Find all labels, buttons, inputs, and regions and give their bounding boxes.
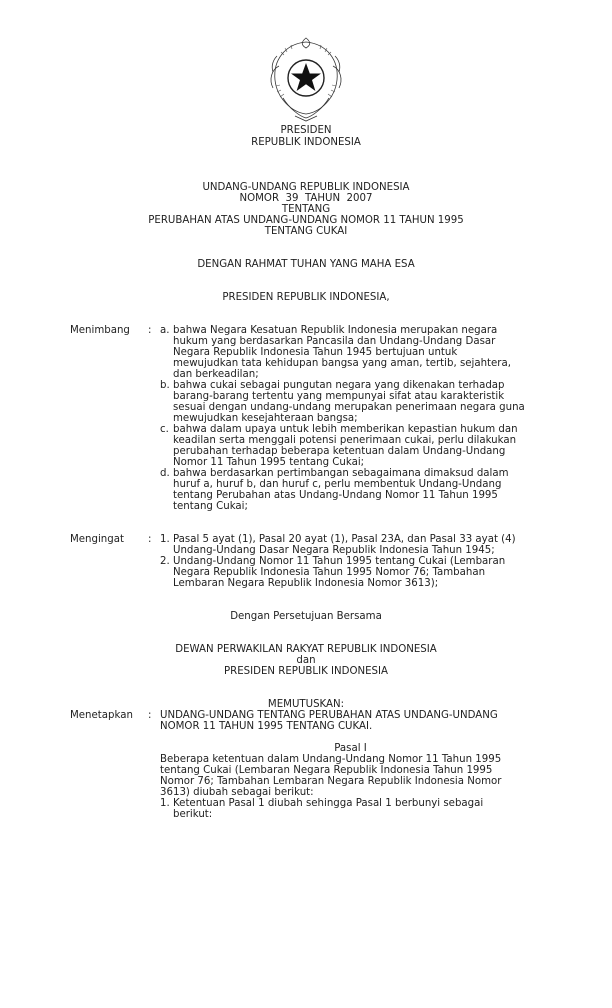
menimbang-c-line: bahwa dalam upaya untuk lebih memberikan kepastian hukum dan [173, 424, 518, 435]
pasal-item-line: berikut: [173, 809, 213, 820]
presiden-line: PRESIDEN REPUBLIK INDONESIA, [222, 292, 390, 303]
mengingat-1-line: Pasal 5 ayat (1), Pasal 20 ayat (1), Pasal 23A, dan Pasal 33 ayat (4) [173, 534, 516, 545]
menimbang-b-line: bahwa cukai sebagai pungutan negara yang dikenakan terhadap [173, 380, 505, 391]
menimbang-d-line: huruf a, huruf b, dan huruf c, perlu membentuk Undang-Undang [173, 479, 502, 490]
menimbang-c-line: Nomor 11 Tahun 1995 tentang Cukai; [173, 457, 365, 468]
dpr-line-3: PRESIDEN REPUBLIK INDONESIA [224, 666, 388, 677]
garuda-emblem-icon [265, 36, 347, 122]
menimbang-marker-b: b. [160, 380, 170, 391]
menetapkan-line: UNDANG-UNDANG TENTANG PERUBAHAN ATAS UNDANG-UNDANG [160, 710, 498, 721]
menimbang-b-line: mewujudkan kesejahteraan bangsa; [173, 413, 358, 424]
menimbang-label: Menimbang [70, 325, 130, 336]
mengingat-marker-1: 1. [160, 534, 170, 545]
mengingat-label: Mengingat [70, 534, 124, 545]
menimbang-marker-d: d. [160, 468, 170, 479]
menetapkan-colon: : [148, 710, 152, 721]
menimbang-a-line: Negara Republik Indonesia Tahun 1945 bertujuan untuk [173, 347, 458, 358]
pasal-line: tentang Cukai (Lembaran Negara Republik Indonesia Tahun 1995 [160, 765, 493, 776]
menimbang-d-line: tentang Perubahan atas Undang-Undang Nomor 11 Tahun 1995 [173, 490, 498, 501]
persetujuan-line: Dengan Persetujuan Bersama [230, 611, 382, 622]
mengingat-1-line: Undang-Undang Dasar Negara Republik Indonesia Tahun 1945; [173, 545, 495, 556]
menimbang-b-line: sesuai dengan undang-undang merupakan penerimaan negara guna [173, 402, 525, 413]
menetapkan-label: Menetapkan [70, 710, 133, 721]
menimbang-marker-a: a. [160, 325, 170, 336]
title-line-3: TENTANG [281, 204, 331, 215]
menimbang-d-line: tentang Cukai; [173, 501, 248, 512]
title-line-4: PERUBAHAN ATAS UNDANG-UNDANG NOMOR 11 TAHUN 1995 [148, 215, 464, 226]
mengingat-marker-2: 2. [160, 556, 170, 567]
pasal-item-line: Ketentuan Pasal 1 diubah sehingga Pasal 1 berbunyi sebagai [173, 798, 484, 809]
title-line-2: NOMOR 39 TAHUN 2007 [239, 193, 373, 204]
title-line-1: UNDANG-UNDANG REPUBLIK INDONESIA [202, 182, 410, 193]
dpr-line-1: DEWAN PERWAKILAN RAKYAT REPUBLIK INDONESIA [175, 644, 437, 655]
dpr-line-2: dan [296, 655, 316, 666]
header-presiden: PRESIDEN [280, 125, 332, 136]
menimbang-colon: : [148, 325, 152, 336]
menimbang-c-line: keadilan serta menggali potensi penerimaan cukai, perlu dilakukan [173, 435, 517, 446]
menimbang-a-line: hukum yang berdasarkan Pancasila dan Undang-Undang Dasar [173, 336, 496, 347]
menimbang-c-line: perubahan terhadap beberapa ketentuan dalam Undang-Undang [173, 446, 506, 457]
mengingat-2-line: Lembaran Negara Republik Indonesia Nomor 3613); [173, 578, 439, 589]
mengingat-2-line: Undang-Undang Nomor 11 Tahun 1995 tentang Cukai (Lembaran [173, 556, 506, 567]
menimbang-b-line: barang-barang tertentu yang mempunyai sifat atau karakteristik [173, 391, 505, 402]
rahmat-line: DENGAN RAHMAT TUHAN YANG MAHA ESA [197, 259, 415, 270]
menimbang-a-line: bahwa Negara Kesatuan Republik Indonesia merupakan negara [173, 325, 498, 336]
pasal-line: Beberapa ketentuan dalam Undang-Undang Nomor 11 Tahun 1995 [160, 754, 502, 765]
title-line-5: TENTANG CUKAI [264, 226, 348, 237]
memutuskan-line: MEMUTUSKAN: [267, 699, 345, 710]
pasal-line: 3613) diubah sebagai berikut: [160, 787, 314, 798]
menimbang-marker-c: c. [160, 424, 169, 435]
header-republik: REPUBLIK INDONESIA [251, 137, 361, 148]
pasal-title: Pasal I [334, 743, 367, 754]
pasal-line: Nomor 76; Tambahan Lembaran Negara Republik Indonesia Nomor [160, 776, 502, 787]
mengingat-colon: : [148, 534, 152, 545]
menimbang-a-line: mewujudkan tata kehidupan bangsa yang aman, tertib, sejahtera, [173, 358, 511, 369]
menetapkan-line: NOMOR 11 TAHUN 1995 TENTANG CUKAI. [160, 721, 373, 732]
menimbang-a-line: dan berkeadilan; [173, 369, 259, 380]
mengingat-2-line: Negara Republik Indonesia Tahun 1995 Nomor 76; Tambahan [173, 567, 486, 578]
menimbang-d-line: bahwa berdasarkan pertimbangan sebagaimana dimaksud dalam [173, 468, 509, 479]
pasal-item-marker: 1. [160, 798, 170, 809]
